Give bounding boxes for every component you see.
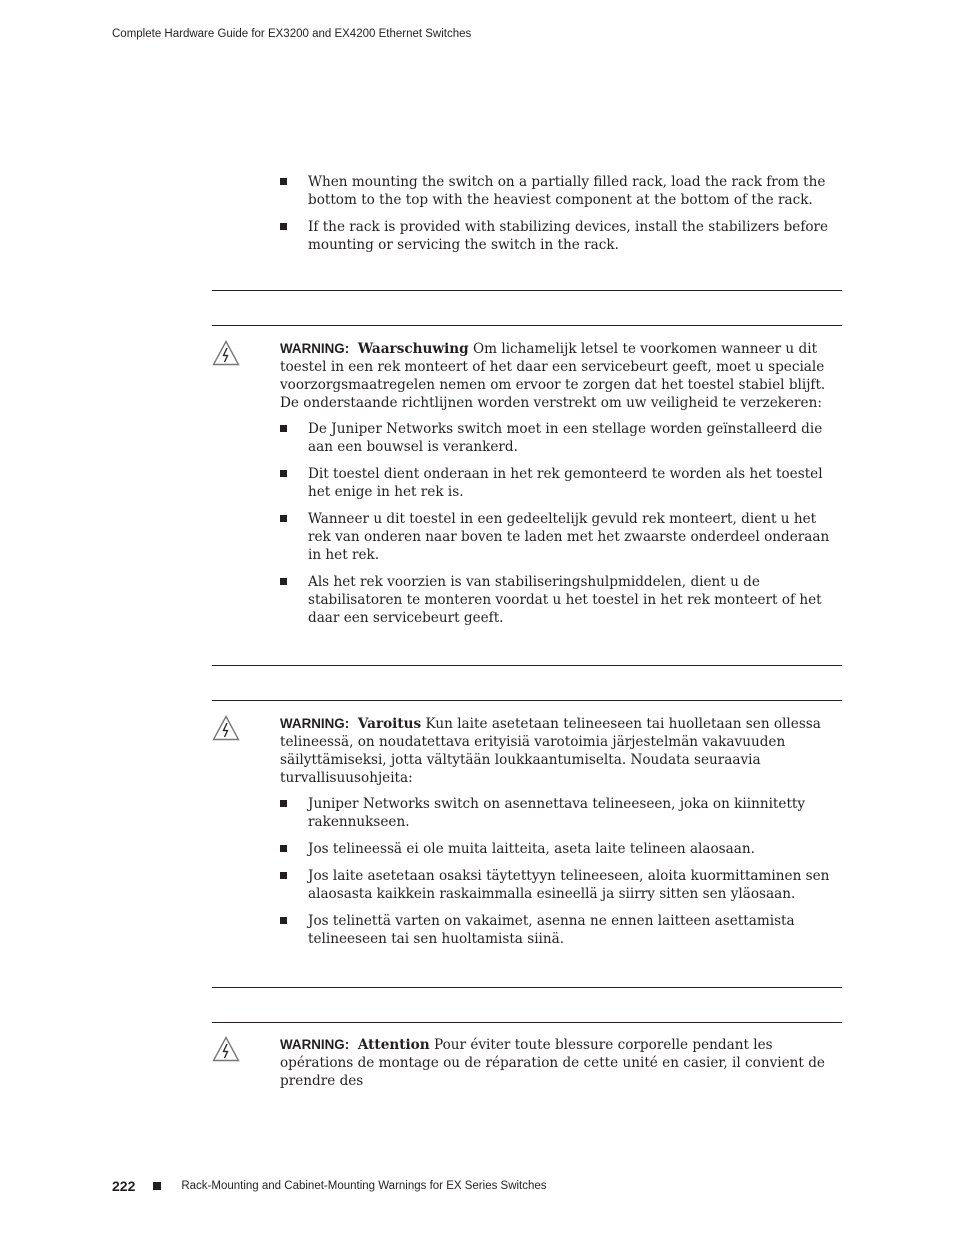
list-item: Dit toestel dient onderaan in het rek gemonteerd te worden als het toestel het enige in het rek is. — [280, 465, 842, 501]
list-item: Juniper Networks switch on asennettava telineeseen, joka on kiinnitetty rakennukseen. — [280, 795, 842, 831]
running-header: Complete Hardware Guide for EX3200 and EX4200 Ethernet Switches — [112, 28, 472, 40]
list-item: Jos telineessä ei ole muita laitteita, aseta laite telineen alaosaan. — [280, 840, 842, 858]
warning-text: Pour éviter toute blessure corporelle pendant les opérations de montage ou de réparation de cette unité en casier, il convient de prendre des — [280, 1037, 825, 1089]
warning-paragraph — [280, 1036, 842, 1090]
warning-text: Kun laite asetetaan telineeseen tai huolletaan sen ollessa telineessä, on noudatettava erityisiä varotoimia järjestelmän vakavuuden säilyttämiseksi, jotta vältytään loukkaantumiselta. Noudata seuraavia turvallisuusohjeita: — [280, 716, 821, 786]
list-item: If the rack is provided with stabilizing devices, install the stabilizers before mounting or servicing the switch in the rack. — [280, 218, 842, 254]
section-rule — [212, 290, 842, 291]
warning-label: WARNING: — [280, 341, 350, 356]
warning-title: Waarschuwing — [357, 341, 469, 357]
warning-bullet-list — [280, 795, 842, 948]
warning-title: Attention — [357, 1037, 430, 1053]
section-rule — [212, 987, 842, 988]
footer-section-title: Rack-Mounting and Cabinet-Mounting Warnings for EX Series Switches — [181, 1180, 547, 1192]
warning-bullet-list — [280, 420, 842, 627]
warning-block-finnish — [212, 715, 842, 957]
warning-label: WARNING: — [280, 716, 350, 731]
section-rule — [212, 700, 842, 701]
list-item: Jos telinettä varten on vakaimet, asenna ne ennen laitteen asettamista telineeseen tai sen huoltamista siinä. — [280, 912, 842, 948]
list-item: Wanneer u dit toestel in een gedeeltelijk gevuld rek monteert, dient u het rek van onderen naar boven te laden met het zwaarste onderdeel onderaan in het rek. — [280, 510, 842, 564]
warning-block-french — [212, 1036, 842, 1098]
list-item: Jos laite asetetaan osaksi täytettyyn telineeseen, aloita kuormittaminen sen alaosasta kaikkein raskaimmalla esineellä ja siirry sitten sen yläosaan. — [280, 867, 842, 903]
list-item: De Juniper Networks switch moet in een stellage worden geïnstalleerd die aan een bouwsel is verankerd. — [280, 420, 842, 456]
warning-label: WARNING: — [280, 1037, 350, 1052]
list-item: When mounting the switch on a partially filled rack, load the rack from the bottom to the top with the heaviest component at the bottom of the rack. — [280, 173, 842, 209]
section-rule — [212, 1022, 842, 1023]
electrical-hazard-warning-icon — [212, 340, 240, 366]
list-item: Als het rek voorzien is van stabiliseringshulpmiddelen, dient u de stabilisatoren te monteren voordat u het toestel in het rek monteert of het daar een servicebeurt geeft. — [280, 573, 842, 627]
intro-bullet-list — [280, 173, 842, 263]
electrical-hazard-warning-icon — [212, 1036, 240, 1062]
warning-paragraph — [280, 340, 842, 412]
page-number: 222 — [112, 1178, 136, 1194]
section-rule — [212, 665, 842, 666]
page-footer — [112, 1178, 547, 1194]
section-rule — [212, 325, 842, 326]
warning-block-dutch — [212, 340, 842, 636]
footer-separator-square — [153, 1182, 161, 1190]
warning-title: Varoitus — [357, 716, 422, 732]
electrical-hazard-warning-icon — [212, 715, 240, 741]
warning-paragraph — [280, 715, 842, 787]
warning-text: Om lichamelijk letsel te voorkomen wanneer u dit toestel in een rek monteert of het daar een servicebeurt geeft, moet u speciale voorzorgsmaatregelen nemen om ervoor te zorgen dat het toestel stabiel blijft. De onderstaande richtlijnen worden verstrekt om uw veiligheid te verzekeren: — [280, 341, 826, 411]
